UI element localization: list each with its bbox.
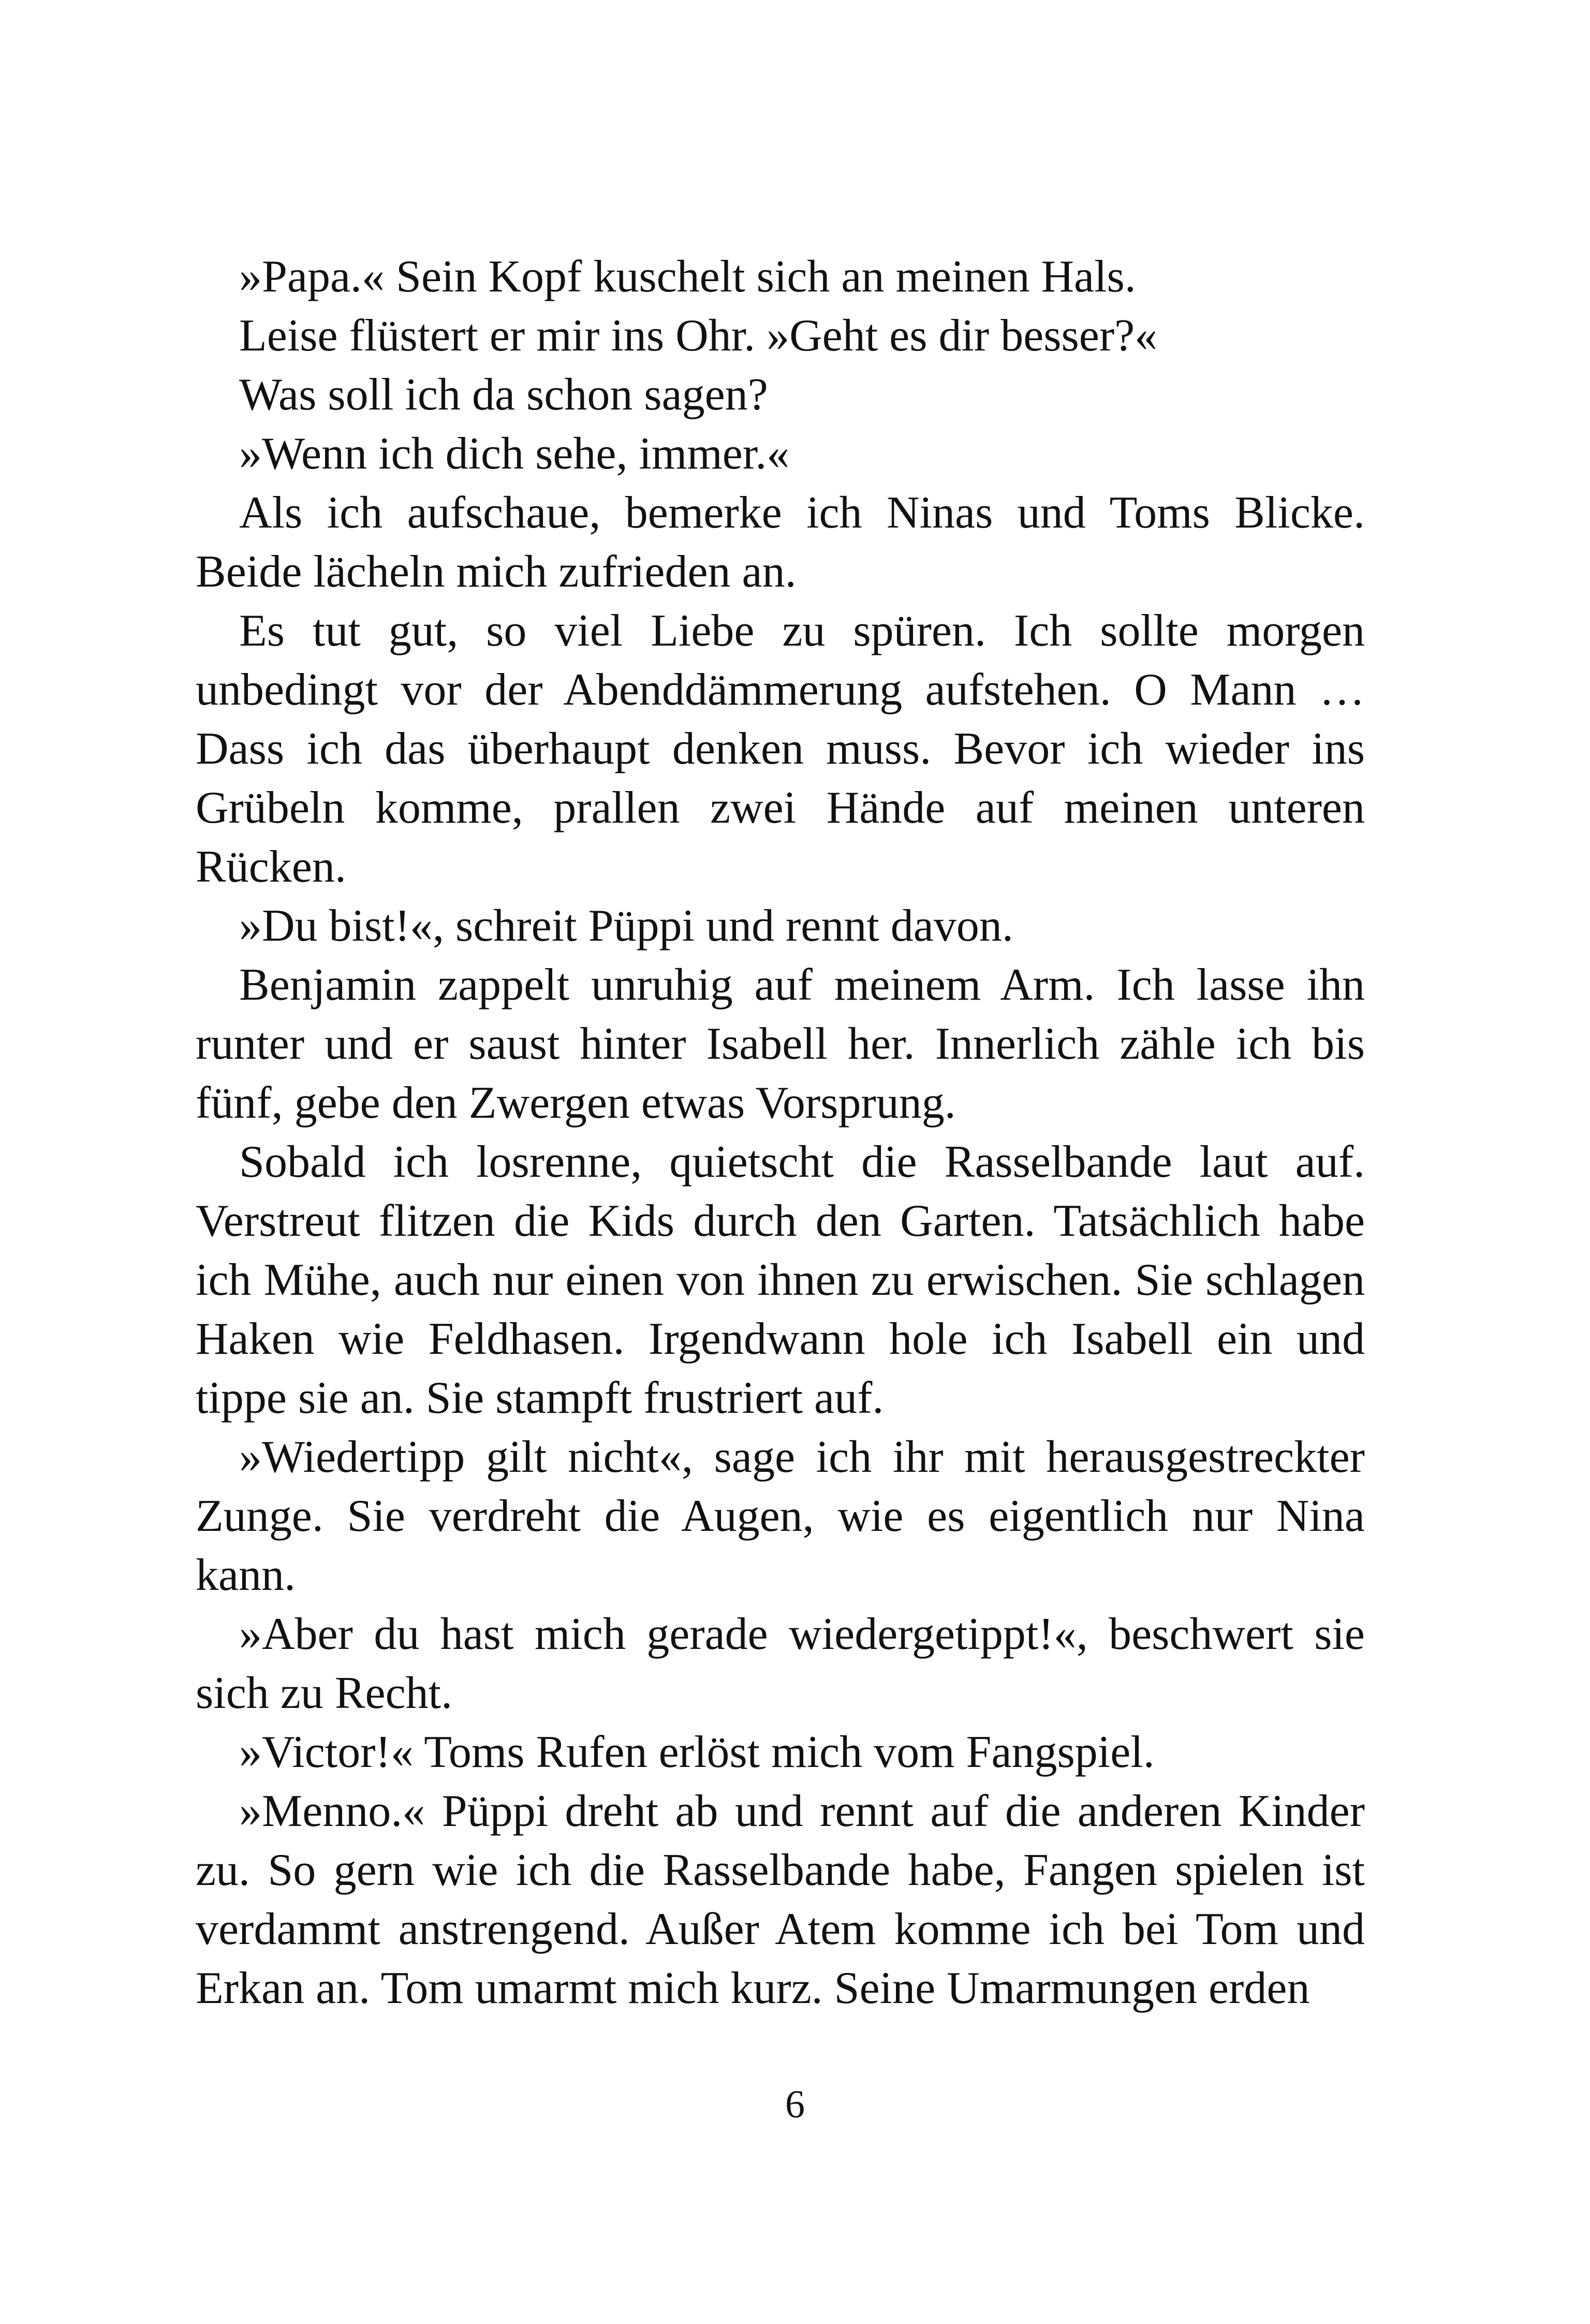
paragraph: »Aber du hast mich gerade wiedergetippt!«, beschwert sie sich zu Recht. (196, 1609, 1365, 1718)
paragraph: Was soll ich da schon sagen? (239, 370, 768, 420)
paragraph: »Victor!« Toms Rufen erlöst mich vom Fangspiel. (239, 1727, 1155, 1777)
paragraph: »Menno.« Püppi dreht ab und rennt auf die anderen Kinder zu. So gern wie ich die Rasselbande habe, Fangen spielen ist verdammt anstrengend. Außer Atem komme ich bei Tom und Erkan an. Tom umarmt mich kurz. Seine Umarmungen erden (196, 1786, 1365, 2013)
paragraph: »Wenn ich dich sehe, immer.« (239, 429, 790, 479)
paragraph: Es tut gut, so viel Liebe zu spüren. Ich sollte morgen unbedingt vor der Abenddämmerung aufstehen. O Mann … Dass ich das überhaupt denken muss. Bevor ich wieder ins Grübeln komme, prallen zwei Hände auf meinen unteren Rücken. (196, 606, 1365, 892)
paragraph: Leise flüstert er mir ins Ohr. »Geht es dir besser?« (239, 311, 1158, 361)
paragraph: »Papa.« Sein Kopf kuschelt sich an meinen Hals. (239, 252, 1136, 302)
paragraph: Sobald ich losrenne, quietscht die Rasselbande laut auf. Verstreut flitzen die Kids durch den Garten. Tatsächlich habe ich Mühe, auch nur einen von ihnen zu erwischen. Sie schlagen Haken wie Feldhasen. Irgendwann hole ich Isabell ein und tippe sie an. Sie stampft frustriert auf. (196, 1137, 1365, 1423)
paragraph: Benjamin zappelt unruhig auf meinem Arm. Ich lasse ihn runter und er saust hinter Isabell her. Innerlich zähle ich bis fünf, gebe den Zwergen etwas Vorsprung. (196, 960, 1365, 1128)
paragraph: »Wiedertipp gilt nicht«, sage ich ihr mit herausgestreckter Zunge. Sie verdreht die Augen, wie es eigentlich nur Nina kann. (196, 1432, 1365, 1600)
page-number: 6 (785, 2083, 805, 2126)
paragraph: »Du bist!«, schreit Püppi und rennt davon. (239, 901, 1013, 951)
paragraph: Als ich aufschaue, bemerke ich Ninas und Toms Blicke. Beide lächeln mich zufrieden an. (196, 488, 1365, 597)
body-text (196, 247, 1365, 2018)
